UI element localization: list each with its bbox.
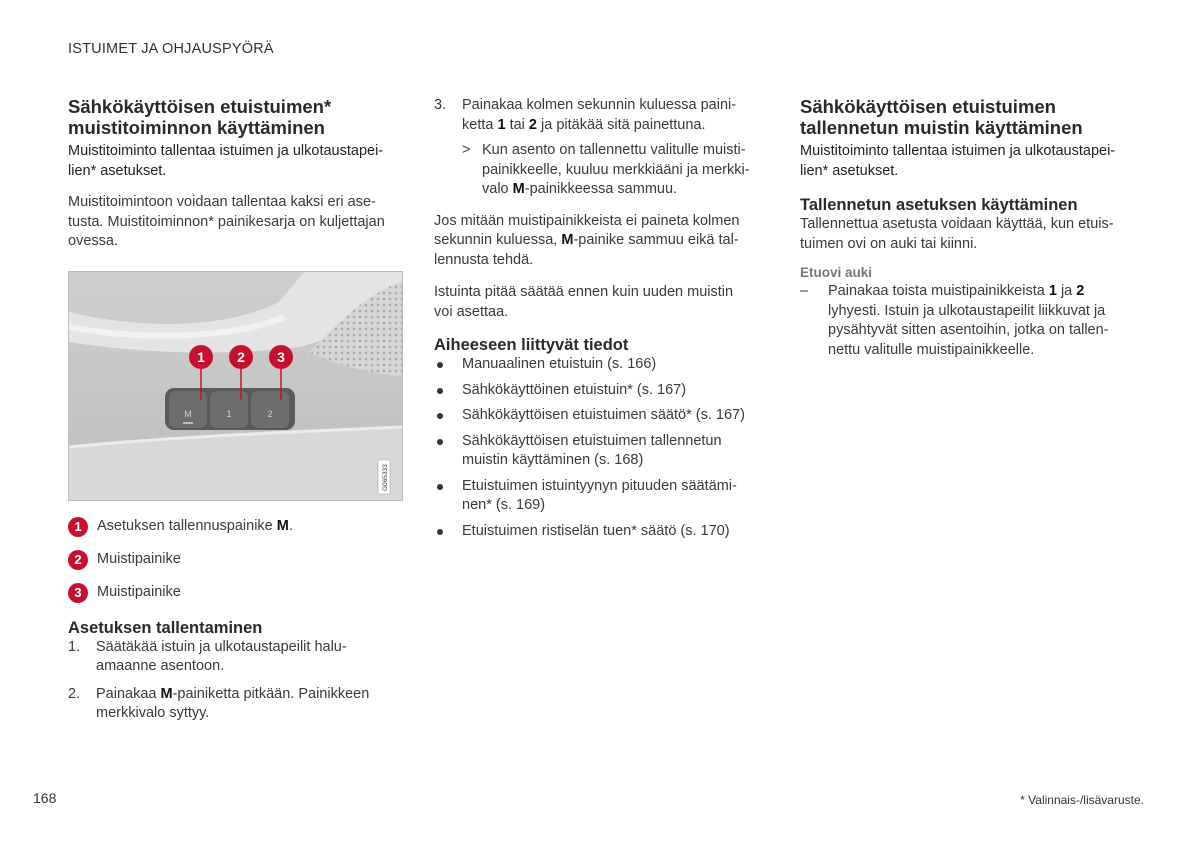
related-link-2[interactable]: Sähkökäyttöinen etuistuin* (s. 167) (434, 381, 764, 401)
svg-text:3: 3 (277, 348, 285, 365)
related-link-4[interactable]: Sähkökäyttöisen etuistuimen tallennetun muistin käyttäminen (s. 168) (434, 432, 764, 471)
callout-badge-2: 2 (68, 550, 88, 570)
related-link-6[interactable]: Etuistuimen ristiselän tuen* säätö (s. 170) (434, 522, 764, 542)
button-m-label: M (184, 408, 192, 419)
page-header: ISTUIMET JA OHJAUSPYÖRÄ (68, 41, 274, 57)
legend-item-2: 2 Muistipainike (68, 544, 403, 577)
related-link-3[interactable]: Sähkökäyttöisen etuistuimen säätö* (s. 167) (434, 406, 764, 426)
legend-item-3: 3 Muistipainike (68, 577, 403, 610)
section-title: Sähkökäyttöisen etuistuimen* muistitoiminnon käyttäminen (68, 96, 332, 138)
step-1: 1. Säätäkää istuin ja ulkotaustapeilit halu- amaanne asentoon. (68, 638, 347, 674)
legend-item-1: 1 Asetuksen tallennuspainike M. (68, 511, 403, 544)
svg-text:1: 1 (197, 348, 205, 365)
related-info-title: Aiheeseen liittyvät tiedot (434, 336, 629, 354)
intro-text-stored: Muistitoiminto tallentaa istuimen ja ulkotaustapei- lien* asetukset. (800, 143, 1116, 179)
callout-badge-3: 3 (68, 583, 88, 603)
save-setting-title: Asetuksen tallentaminen (68, 618, 263, 637)
page-number: 168 (33, 790, 57, 806)
svg-text:2: 2 (237, 348, 245, 365)
button-1-label: 1 (226, 408, 232, 419)
use-setting-text: Tallennettua asetusta voidaan käyttää, kun etuis- tuimen ovi on auki tai kiinni. (800, 216, 1114, 252)
door-open-heading: Etuovi auki (800, 265, 873, 280)
timeout-text: Jos mitään muistipainikkeista ei paineta kolmen sekunnin kuluessa, M-painike sammuu eikä tal- lennusta tehdä. (434, 212, 740, 268)
step-2: 2. Painakaa M-painiketta pitkään. Painikkeen merkkivalo syttyy. (68, 685, 370, 721)
step-3: 3. Painakaa kolmen sekunnin kuluessa paini- ketta 1 tai 2 ja pitäkää sitä painettuna. (434, 97, 737, 133)
footnote: * Valinnais-/lisävaruste. (1020, 793, 1144, 807)
adjust-note-text: Istuinta pitää säätää ennen kuin uuden muistin voi asettaa. (434, 284, 734, 320)
memory-buttons-figure (68, 271, 403, 501)
related-link-5[interactable]: Etuistuimen istuintyynyn pituuden säätämi- nen* (s. 169) (434, 477, 764, 516)
column-memory-function (68, 96, 403, 724)
intro-text: Muistitoiminto tallentaa istuimen ja ulkotaustapei- lien* asetukset. (68, 143, 384, 179)
column-steps-related (434, 96, 764, 547)
description-text: Muistitoimintoon voidaan tallentaa kaksi eri ase- tusta. Muistitoiminnon* painikesarja on kuljettajan ovessa. (68, 194, 385, 249)
button-2-label: 2 (267, 408, 273, 419)
door-panel-illustration (69, 272, 402, 500)
step-3-result: > Kun asento on tallennettu valitulle muisti- painikkeelle, kuuluu merkkiääni ja merkki- valo M-painikkeessa sammuu. (462, 142, 750, 197)
related-link-1[interactable]: Manuaalinen etuistuin (s. 166) (434, 355, 764, 375)
use-setting-title: Tallennetun asetuksen käyttäminen (800, 196, 1078, 214)
callout-badge-1: 1 (68, 517, 88, 537)
section-title-stored: Sähkökäyttöisen etuistuimen tallennetun muistin käyttäminen (800, 96, 1083, 138)
figure-code: G065333 (382, 463, 389, 491)
column-stored-memory (800, 96, 1135, 360)
door-open-step: – Painakaa toista muistipainikkeista 1 ja 2 lyhyesti. Istuin ja ulkotaustapeilit liikkuvat ja pysähtyvät sitten asentoihin, jotka on tallen- nettu valitulle muistipainikkeelle. (800, 283, 1109, 358)
